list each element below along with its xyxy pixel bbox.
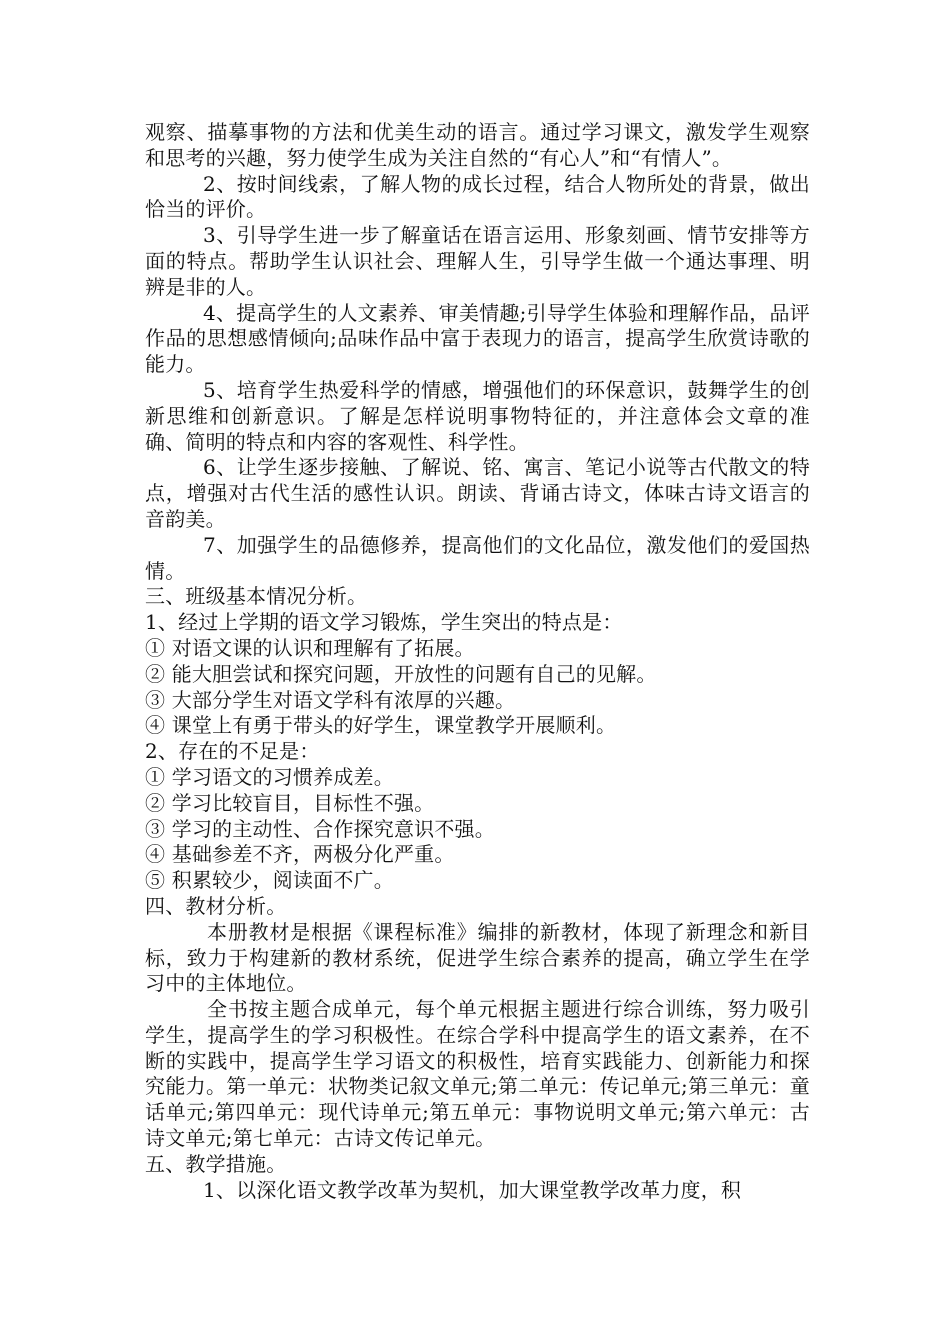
paragraph-goal-7: 7、加强学生的品德修养，提高他们的文化品位，激发他们的爱国热情。 xyxy=(145,532,810,583)
paragraph-observation-methods: 观察、描摹事物的方法和优美生动的语言。通过学习课文，激发学生观察和思考的兴趣，努力使学生成为关注自然的“有心人”和“有情人”。 xyxy=(145,120,810,170)
paragraph-goal-4: 4、提高学生的人文素养、审美情趣;引导学生体验和理解作品，品评作品的思想感情倾向;品味作品中富于表现力的语言，提高学生欣赏诗歌的能力。 xyxy=(145,300,810,377)
paragraph-goal-3: 3、引导学生进一步了解童话在语言运用、形象刻画、情节安排等方面的特点。帮助学生认识社会、理解人生，引导学生做一个通达事理、明辨是非的人。 xyxy=(145,223,810,299)
section-heading-teaching-measures: 五、教学措施。 xyxy=(145,1151,287,1176)
list-item-strength-2: ② 能大胆尝试和探究问题，开放性的问题有自己的见解。 xyxy=(145,661,657,686)
list-item-weakness-5: ⑤ 积累较少，阅读面不广。 xyxy=(145,868,394,893)
list-item-strength-3: ③ 大部分学生对语文学科有浓厚的兴趣。 xyxy=(145,687,516,712)
paragraph-goal-2: 2、按时间线索，了解人物的成长过程，结合人物所处的背景，做出恰当的评价。 xyxy=(145,171,810,222)
section-heading-textbook-analysis: 四、教材分析。 xyxy=(145,893,287,918)
list-item-weakness-1: ① 学习语文的习惯养成差。 xyxy=(145,764,394,789)
paragraph-textbook-units: 全书按主题合成单元，每个单元根据主题进行综合训练，努力吸引学生，提高学生的学习积极性。在综合学科中提高学生的语文素养，在不断的实践中，提高学生学习语文的积极性，培育实践能力、创新能力和探究能力。第一单元：状物类记叙文单元;第二单元：传记单元;第三单元：童话单元;第四单元：现代诗单元;第五单元：事物说明文单元;第六单元：古诗文单元;第七单元：古诗文传记单元。 xyxy=(145,997,810,1151)
paragraph-goal-5: 5、培育学生热爱科学的情感，增强他们的环保意识，鼓舞学生的创新思维和创新意识。了解是怎样说明事物特征的，并注意体会文章的准确、简明的特点和内容的客观性、科学性。 xyxy=(145,377,810,454)
list-item-weakness-4: ④ 基础参差不齐，两极分化严重。 xyxy=(145,842,455,867)
section-heading-class-analysis: 三、班级基本情况分析。 xyxy=(145,584,368,609)
paragraph-goal-6: 6、让学生逐步接触、了解说、铭、寓言、笔记小说等古代散文的特点，增强对古代生活的感性认识。朗读、背诵古诗文，体味古诗文语言的音韵美。 xyxy=(145,455,810,531)
list-item-strength-1: ① 对语文课的认识和理解有了拓展。 xyxy=(145,635,475,660)
list-item-weakness-3: ③ 学习的主动性、合作探究意识不强。 xyxy=(145,816,495,841)
list-item-strength-4: ④ 课堂上有勇于带头的好学生，课堂教学开展顺利。 xyxy=(145,713,617,738)
document-body xyxy=(145,120,810,1203)
paragraph-textbook-intro: 本册教材是根据《课程标准》编排的新教材，体现了新理念和新目标，致力于构建新的教材系统，促进学生综合素养的提高，确立学生在学习中的主体地位。 xyxy=(145,919,810,996)
list-heading-strengths: 1、经过上学期的语文学习锻炼，学生突出的特点是： xyxy=(145,610,623,635)
list-item-weakness-2: ② 学习比较盲目，目标性不强。 xyxy=(145,790,435,815)
list-heading-weaknesses: 2、存在的不足是： xyxy=(145,739,320,764)
paragraph-measure-1: 1、以深化语文教学改革为契机，加大课堂教学改革力度，积 xyxy=(203,1177,742,1202)
